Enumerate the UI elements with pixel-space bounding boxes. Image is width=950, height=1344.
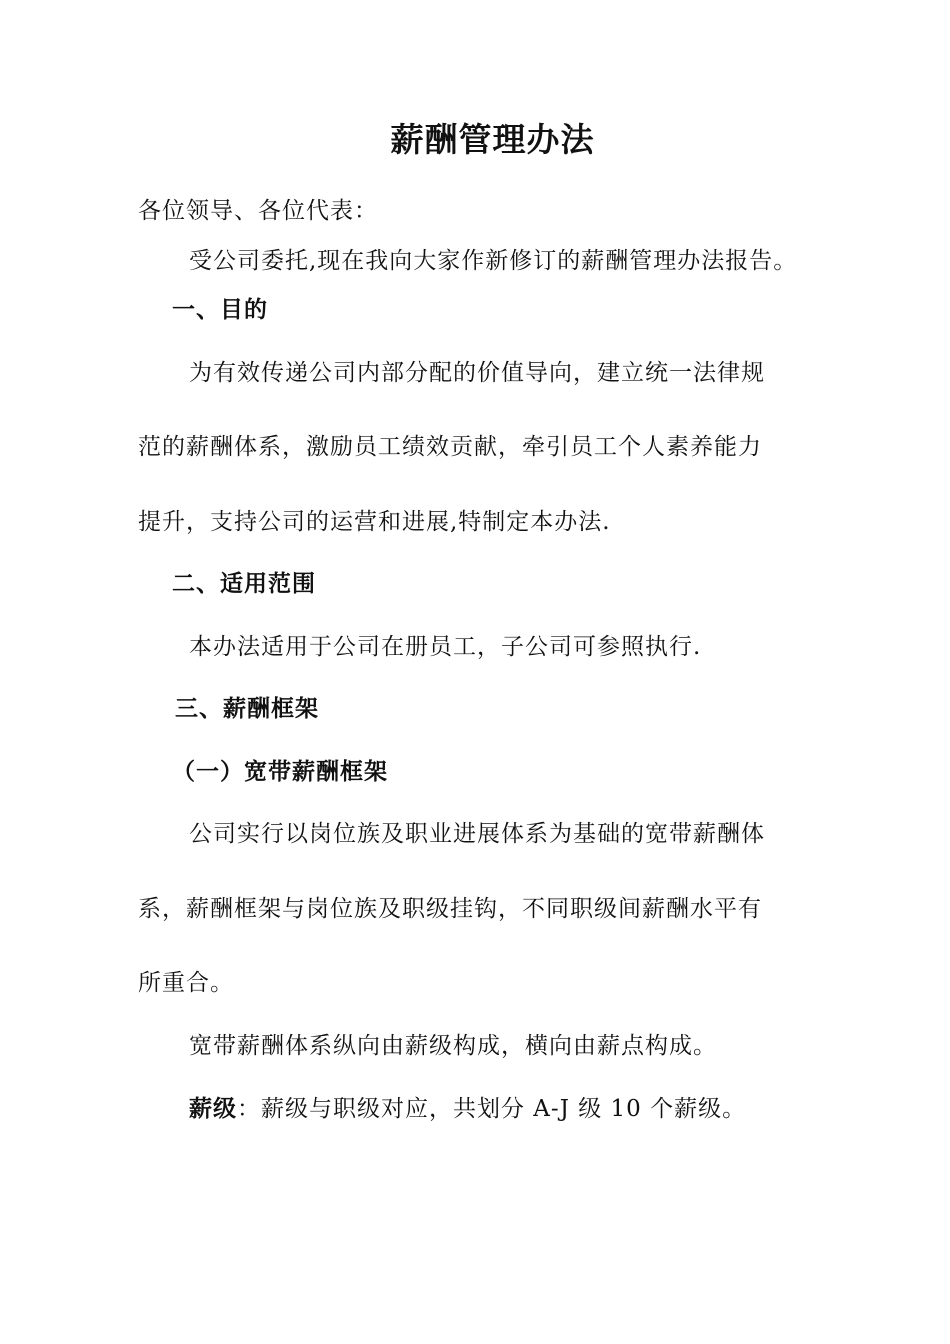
section-1-line-3: 提升，支持公司的运营和进展,特制定本办法.: [138, 509, 611, 535]
section-2-text: 本办法适用于公司在册员工，子公司可参照执行.: [189, 634, 702, 660]
section-1-line-2: 范的薪酬体系，激励员工绩效贡献，牵引员工个人素养能力: [138, 434, 762, 460]
subsection-1-para-1-line-1: 公司实行以岗位族及职业进展体系为基础的宽带薪酬体: [189, 821, 765, 847]
section-3-heading: 三、薪酬框架: [175, 696, 319, 722]
section-2-heading: 二、适用范围: [172, 571, 316, 597]
subsection-1-para-2: 宽带薪酬体系纵向由薪级构成，横向由薪点构成。: [189, 1033, 717, 1059]
salary-grade-label: 薪级: [189, 1095, 237, 1122]
intro-paragraph: 受公司委托,现在我向大家作新修订的薪酬管理办法报告。: [189, 248, 798, 274]
subsection-1-para-1-line-3: 所重合。: [138, 970, 234, 996]
subsection-1-heading: （一）宽带薪酬框架: [172, 759, 388, 785]
section-1-heading: 一、目的: [172, 297, 268, 323]
salutation: 各位领导、各位代表：: [138, 198, 378, 224]
subsection-1-para-1-line-2: 系，薪酬框架与岗位族及职级挂钩，不同职级间薪酬水平有: [138, 896, 762, 922]
section-1-line-1: 为有效传递公司内部分配的价值导向，建立统一法律规: [189, 360, 765, 386]
document-title: 薪酬管理办法: [390, 120, 595, 159]
subsection-1-para-3: [189, 1094, 746, 1124]
salary-grade-text: ：薪级与职级对应，共划分 A-J 级 10 个薪级。: [237, 1096, 747, 1122]
